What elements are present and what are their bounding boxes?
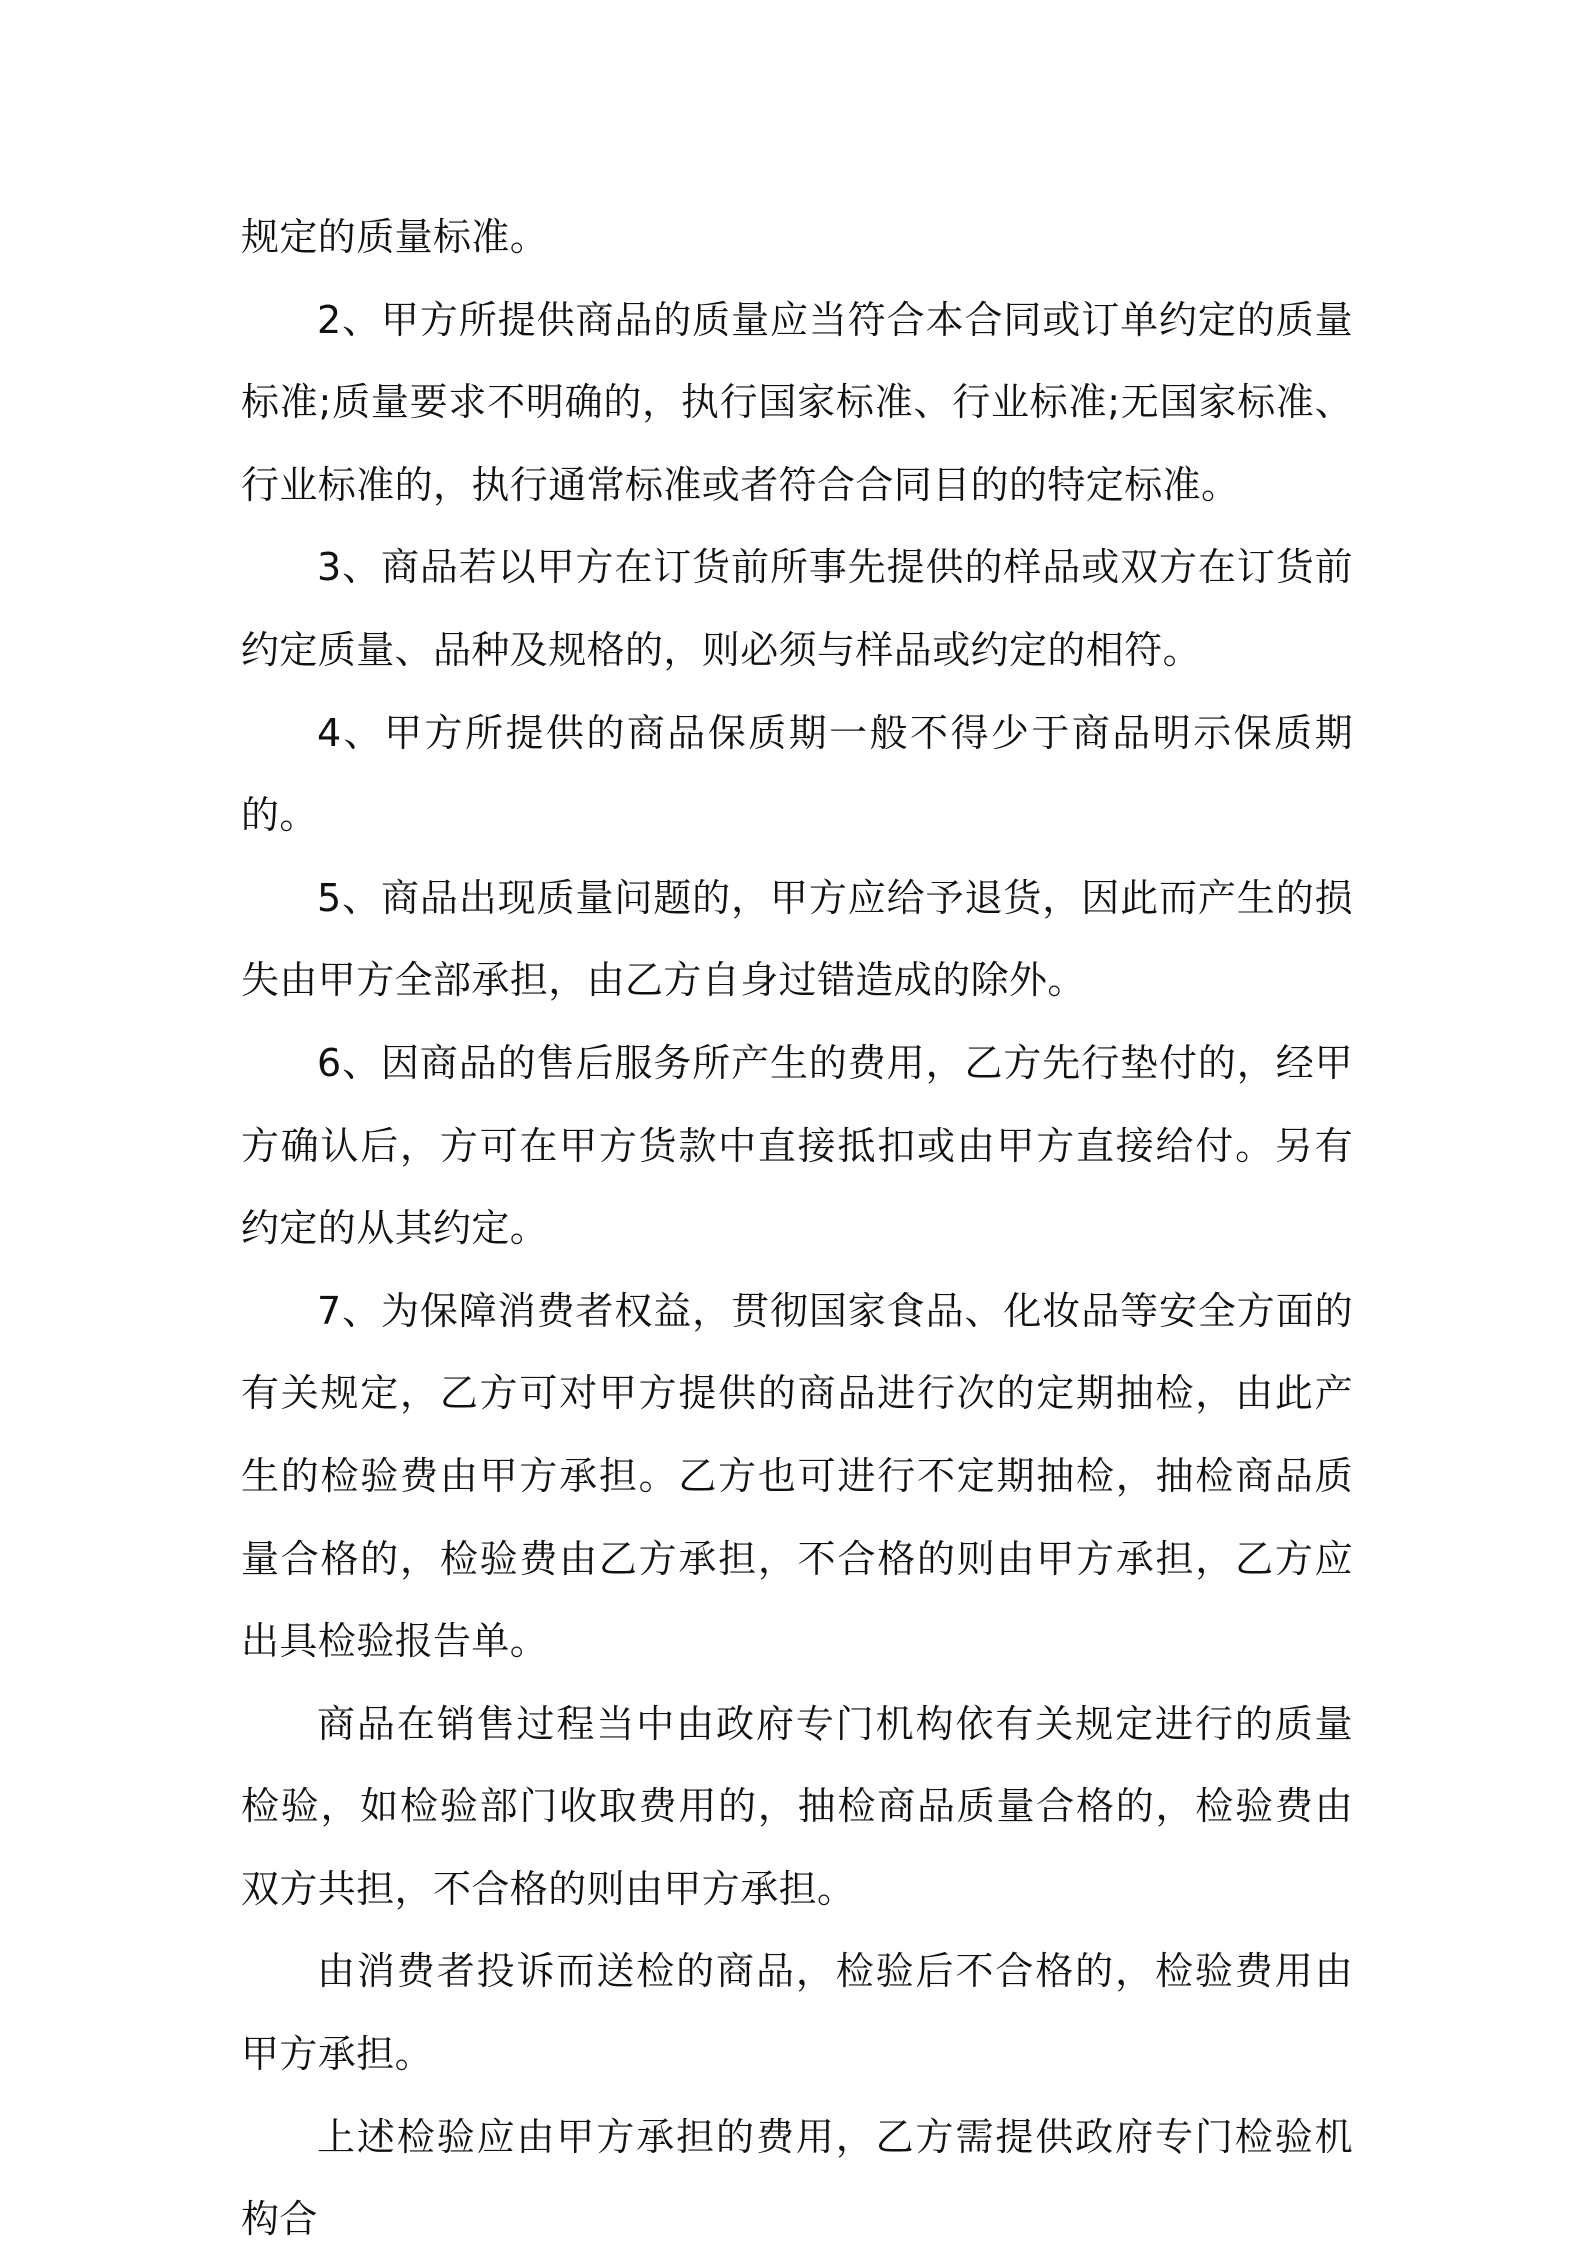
paragraph-inspection-fees: 上述检验应由甲方承担的费用，乙方需提供政府专门检验机构合 bbox=[241, 2114, 1353, 2242]
clause-5-quality-returns: 5、商品出现质量问题的，甲方应给予退货，因此而产生的损失由甲方全部承担，由乙方自身过错造成的除外。 bbox=[241, 875, 1353, 1003]
paragraph-government-inspection: 商品在销售过程当中由政府专门机构依有关规定进行的质量检验，如检验部门收取费用的，抽检商品质量合格的，检验费由双方共担，不合格的则由甲方承担。 bbox=[241, 1701, 1353, 1911]
clause-3-sample-conformity: 3、商品若以甲方在订货前所事先提供的样品或双方在订货前约定质量、品种及规格的，则必须与样品或约定的相符。 bbox=[241, 545, 1353, 672]
document-body bbox=[241, 196, 1353, 2261]
clause-2-quality-standard: 2、甲方所提供商品的质量应当符合本合同或订单约定的质量标准;质量要求不明确的，执行国家标准、行业标准;无国家标准、行业标准的，执行通常标准或者符合合同目的的特定标准。 bbox=[241, 297, 1353, 507]
paragraph-continuation: 规定的质量标准。 bbox=[241, 215, 549, 259]
clause-4-shelf-life: 4、甲方所提供的商品保质期一般不得少于商品明示保质期的。 bbox=[241, 710, 1353, 838]
paragraph-complaint-inspection: 由消费者投诉而送检的商品，检验后不合格的，检验费用由甲方承担。 bbox=[241, 1949, 1353, 2077]
clause-7-spot-checks: 7、为保障消费者权益，贯彻国家食品、化妆品等安全方面的有关规定，乙方可对甲方提供的商品进行次的定期抽检，由此产生的检验费由甲方承担。乙方也可进行不定期抽检，抽检商品质量合格的，检验费由乙方承担，不合格的则由甲方承担，乙方应出具检验报告单。 bbox=[241, 1288, 1353, 1664]
clause-6-after-sales-costs: 6、因商品的售后服务所产生的费用，乙方先行垫付的，经甲方确认后，方可在甲方货款中直接抵扣或由甲方直接给付。另有约定的从其约定。 bbox=[241, 1040, 1353, 1251]
